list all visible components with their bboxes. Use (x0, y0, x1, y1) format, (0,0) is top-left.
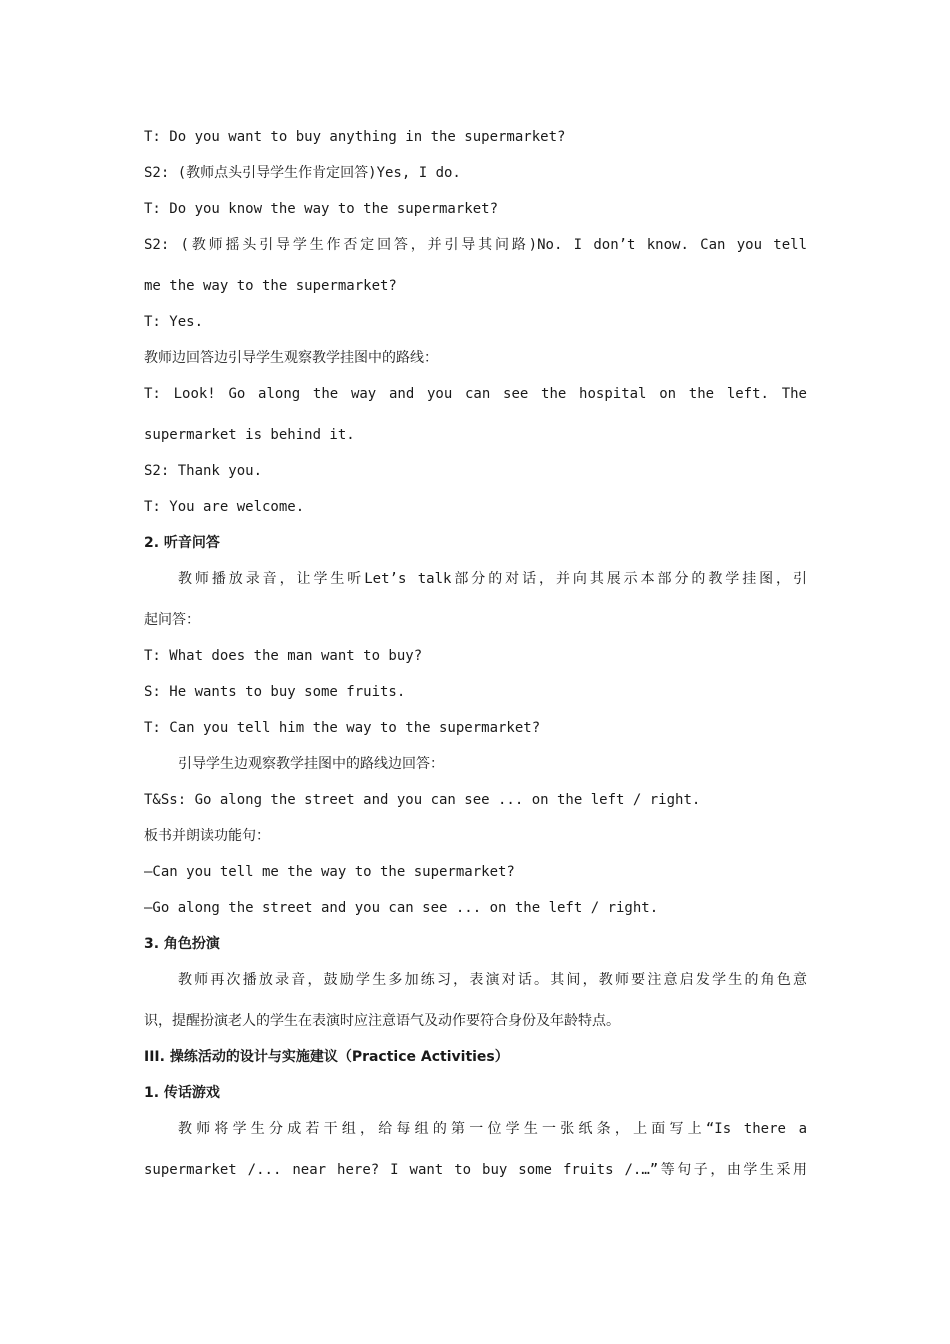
dialogue-line: T: What does the man want to buy? (144, 648, 423, 664)
dialogue-line: T&Ss: Go along the street and you can see ... on the left / right. (144, 792, 701, 808)
instruction-line: 教师边回答边引导学生观察教学挂图中的路线： (144, 350, 438, 366)
paragraph-line: 起问答： (144, 612, 200, 628)
dialogue-line: me the way to the supermarket? (144, 278, 397, 294)
dialogue-line: S2: Thank you. (144, 463, 263, 479)
paragraph-line: 识，提醒扮演老人的学生在表演时应注意语气及动作要符合身份及年龄特点。 (144, 1013, 620, 1029)
section-heading: 3. 角色扮演 (144, 936, 220, 952)
dialogue-line: supermarket is behind it. (144, 427, 355, 443)
section-heading: 2. 听音问答 (144, 535, 220, 551)
dialogue-line: T: You are welcome. (144, 499, 305, 515)
dialogue-line: S: He wants to buy some fruits. (144, 684, 406, 700)
dialogue-line: T: Look! Go along the way and you can see the hospital on the left. The (144, 386, 807, 402)
dialogue-line: T: Do you know the way to the supermarket? (144, 201, 499, 217)
dialogue-line: T: Do you want to buy anything in the supermarket? (144, 129, 566, 145)
chapter-heading: III. 操练活动的设计与实施建议（Practice Activities） (144, 1049, 509, 1065)
function-sentence: —Go along the street and you can see ... on the left / right. (144, 900, 659, 916)
section-heading: 1. 传话游戏 (144, 1085, 220, 1101)
paragraph-line: supermarket /... near here? I want to buy some fruits /.…”等句子，由学生采用 (144, 1162, 807, 1178)
dialogue-line: S2: (教师点头引导学生作肯定回答)Yes, I do. (144, 165, 461, 181)
dialogue-line: T: Yes. (144, 314, 204, 330)
dialogue-line: T: Can you tell him the way to the supermarket? (144, 720, 541, 736)
paragraph-line: 板书并朗读功能句： (144, 828, 270, 844)
paragraph-line: 教师播放录音，让学生听Let’s talk部分的对话，并向其展示本部分的教学挂图，引 (178, 571, 807, 587)
paragraph-line: 教师再次播放录音，鼓励学生多加练习，表演对话。其间，教师要注意启发学生的角色意 (178, 972, 807, 988)
paragraph-line: 引导学生边观察教学挂图中的路线边回答： (178, 756, 444, 772)
paragraph-line: 教师将学生分成若干组，给每组的第一位学生一张纸条，上面写上“Is there a (178, 1121, 807, 1137)
dialogue-line: S2: (教师摇头引导学生作否定回答，并引导其问路)No. I don’t know. Can you tell (144, 237, 807, 253)
function-sentence: —Can you tell me the way to the supermarket? (144, 864, 515, 880)
